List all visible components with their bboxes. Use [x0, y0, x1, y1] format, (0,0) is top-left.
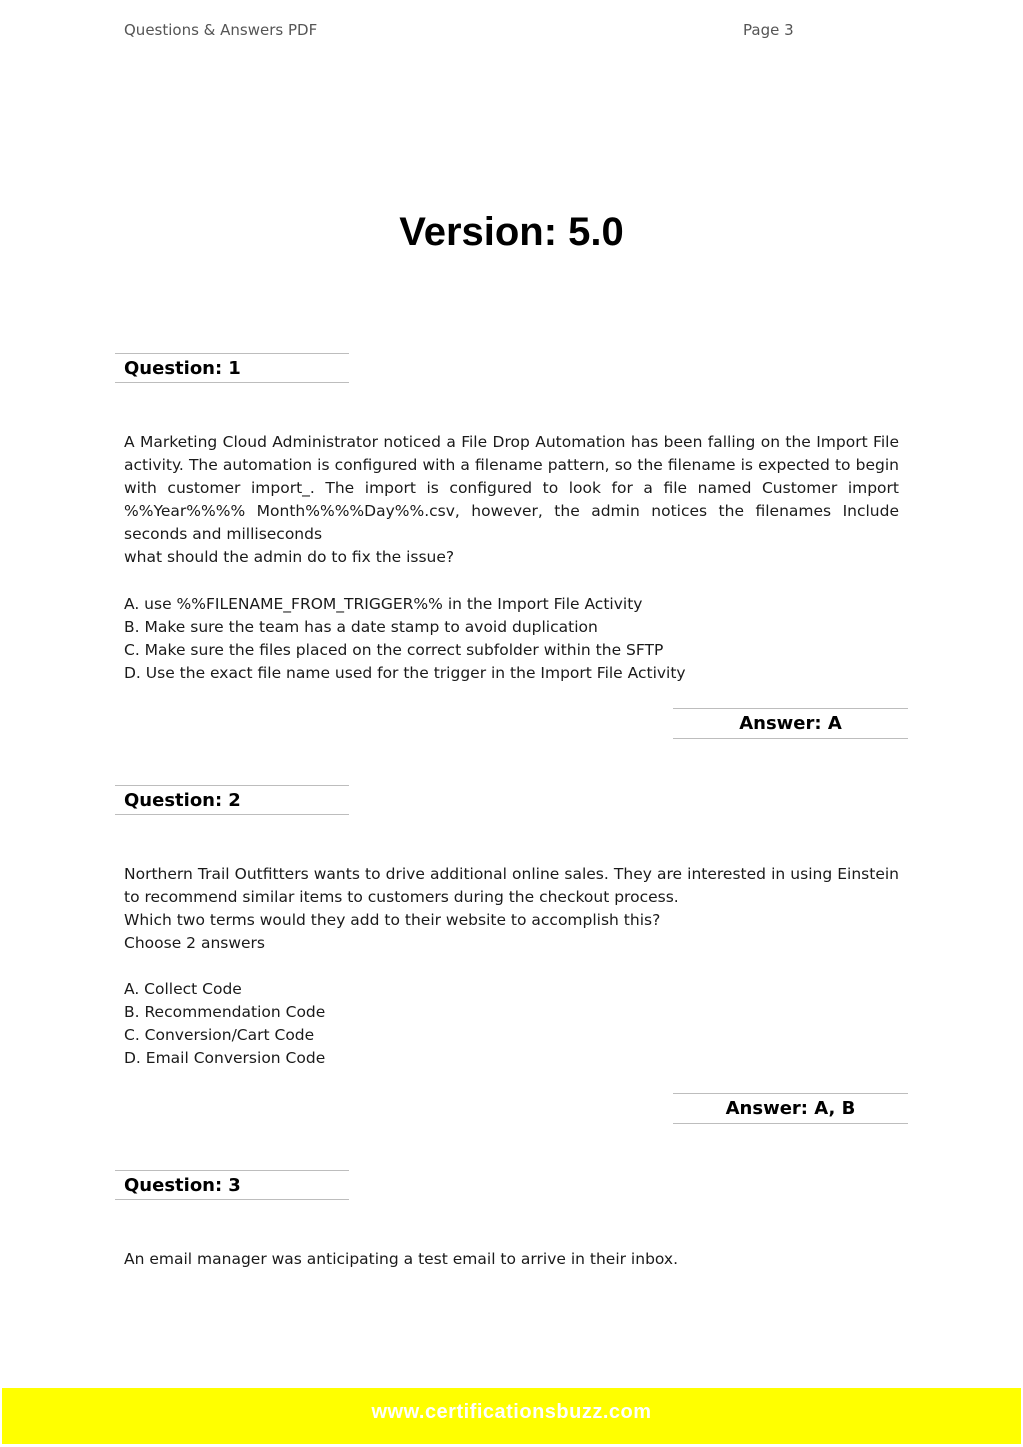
question-label: Question: — [124, 790, 223, 811]
question-2-instruction: Choose 2 answers — [124, 934, 265, 953]
question-2-text — [124, 863, 899, 955]
question-label: Question: — [124, 358, 223, 379]
version-heading: Version: 5.0 — [399, 210, 624, 254]
question-1-answer: Answer: A — [673, 708, 908, 739]
option-c: C. Conversion/Cart Code — [124, 1026, 315, 1045]
question-number: 1 — [228, 358, 241, 379]
option-d: D. Email Conversion Code — [124, 1049, 326, 1068]
question-3-heading — [115, 1170, 349, 1200]
option-c: C. Make sure the files placed on the correct subfolder within the SFTP — [124, 641, 664, 660]
question-2-options — [124, 978, 325, 1070]
page-number: Page 3 — [743, 21, 794, 39]
question-3-text — [124, 1248, 899, 1271]
question-label: Question: — [124, 1175, 223, 1196]
footer-banner — [2, 1388, 1021, 1444]
question-3-paragraph: An email manager was anticipating a test email to arrive in their inbox. — [124, 1250, 679, 1268]
question-2-paragraph: Northern Trail Outfitters wants to drive additional online sales. They are interested in using Einstein to recommend similar items to customers during the checkout process. — [124, 865, 899, 907]
option-a: A. Collect Code — [124, 980, 242, 998]
question-2-answer: Answer: A, B — [673, 1093, 908, 1124]
question-2-heading — [115, 785, 349, 815]
option-b: B. Recommendation Code — [124, 1003, 326, 1022]
option-d: D. Use the exact file name used for the trigger in the Import File Activity — [124, 664, 686, 683]
question-2-prompt: Which two terms would they add to their website to accomplish this? — [124, 911, 661, 930]
question-number: 2 — [228, 790, 241, 811]
option-b: B. Make sure the team has a date stamp to avoid duplication — [124, 618, 598, 637]
question-1-options — [124, 593, 686, 685]
question-1-heading — [115, 353, 349, 383]
question-1-prompt: what should the admin do to fix the issue? — [124, 548, 455, 567]
footer-url-link[interactable]: www.certificationsbuzz.com — [371, 1401, 652, 1423]
header-title: Questions & Answers PDF — [124, 21, 318, 39]
question-1-paragraph: A Marketing Cloud Administrator noticed a File Drop Automation has been falling on the Import File activity. The automation is configured with a filename pattern, so the filename is expected to begin with customer import_. The import is configured to look for a file named Customer import %%Year%%%% Month%%%%Day%%.csv, however, the admin notices the filenames Include seconds and milliseconds — [124, 433, 899, 544]
question-1-text — [124, 431, 899, 570]
question-number: 3 — [228, 1175, 241, 1196]
option-a: A. use %%FILENAME_FROM_TRIGGER%% in the Import File Activity — [124, 595, 643, 613]
